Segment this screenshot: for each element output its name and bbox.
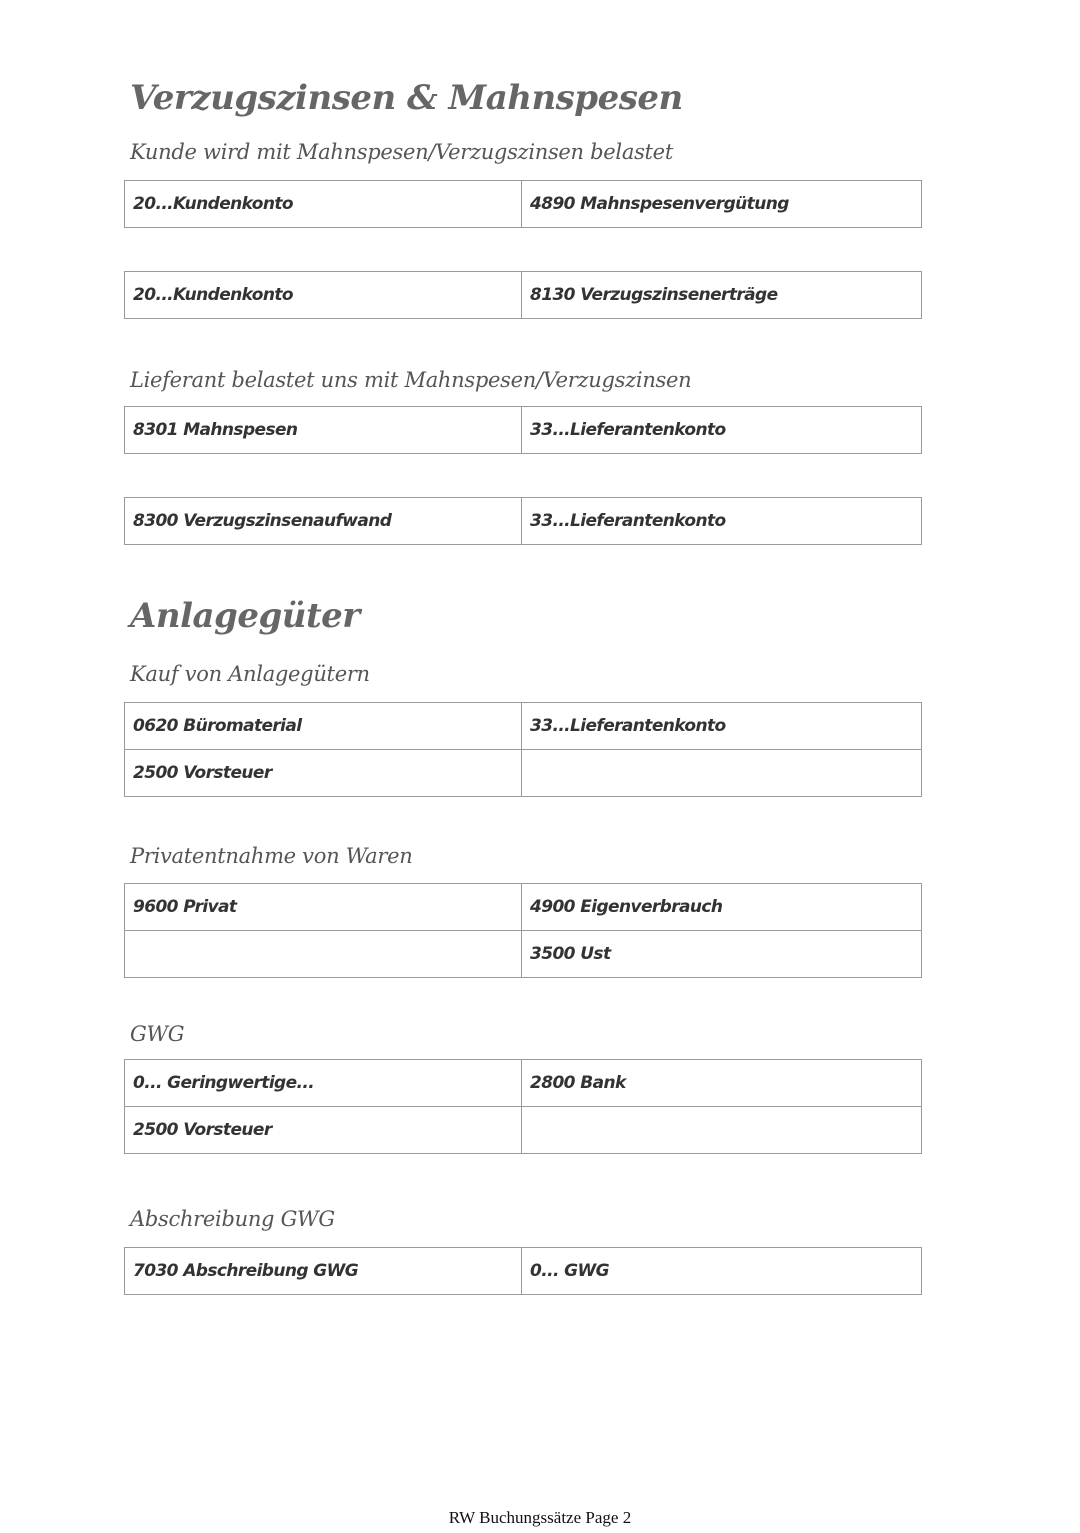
table-row (125, 407, 921, 453)
debit-cell: 20...Kundenkonto (125, 272, 522, 318)
booking-table-lieferant-verzugszinsen (124, 497, 922, 545)
debit-cell: 7030 Abschreibung GWG (125, 1248, 522, 1294)
subheading-gwg: GWG (130, 1022, 185, 1046)
debit-cell (125, 931, 522, 977)
subheading-lieferant-belastet: Lieferant belastet uns mit Mahnspesen/Verzugszinsen (130, 368, 692, 392)
debit-cell: 8301 Mahnspesen (125, 407, 522, 453)
table-row (125, 703, 921, 749)
credit-cell: 2800 Bank (530, 1073, 626, 1093)
table-row (125, 1106, 921, 1153)
booking-table-privatentnahme (124, 883, 922, 978)
table-row (125, 930, 921, 977)
booking-table-kunde-verzugszinsen (124, 271, 922, 319)
booking-table-kauf-anlagegueter (124, 702, 922, 797)
booking-table-kunde-mahnspesen (124, 180, 922, 228)
section-title-verzugszinsen: Verzugszinsen & Mahnspesen (130, 78, 683, 118)
debit-cell: 0... Geringwertige... (125, 1060, 522, 1106)
credit-cell: 4900 Eigenverbrauch (530, 897, 723, 917)
debit-cell: 8300 Verzugszinsenaufwand (125, 498, 522, 544)
booking-table-lieferant-mahnspesen (124, 406, 922, 454)
booking-table-abschreibung-gwg (124, 1247, 922, 1295)
credit-cell: 33...Lieferantenkonto (530, 716, 726, 736)
table-row (125, 181, 921, 227)
table-row (125, 498, 921, 544)
table-row (125, 749, 921, 796)
subheading-kunde-belastet: Kunde wird mit Mahnspesen/Verzugszinsen belastet (130, 140, 673, 164)
credit-cell (522, 750, 921, 796)
subheading-kauf-anlagegueter: Kauf von Anlagegütern (130, 662, 370, 686)
credit-cell: 3500 Ust (530, 944, 611, 964)
table-row (125, 272, 921, 318)
table-row (125, 1060, 921, 1106)
credit-cell (522, 1107, 921, 1153)
credit-cell: 8130 Verzugszinsenerträge (530, 285, 778, 305)
debit-cell: 9600 Privat (125, 884, 522, 930)
table-row (125, 884, 921, 930)
debit-cell: 2500 Vorsteuer (125, 750, 522, 796)
debit-cell: 20...Kundenkonto (125, 181, 522, 227)
credit-cell: 33...Lieferantenkonto (530, 511, 726, 531)
booking-table-gwg (124, 1059, 922, 1154)
debit-cell: 2500 Vorsteuer (125, 1107, 522, 1153)
credit-cell: 4890 Mahnspesenvergütung (530, 194, 789, 214)
page-footer: RW Buchungssätze Page 2 (448, 1508, 632, 1527)
section-title-anlagegueter: Anlagegüter (130, 596, 360, 636)
credit-cell: 33...Lieferantenkonto (530, 420, 726, 440)
table-row (125, 1248, 921, 1294)
credit-cell: 0... GWG (530, 1261, 609, 1281)
subheading-privatentnahme: Privatentnahme von Waren (130, 844, 413, 868)
debit-cell: 0620 Büromaterial (125, 703, 522, 749)
subheading-abschreibung-gwg: Abschreibung GWG (130, 1207, 335, 1231)
